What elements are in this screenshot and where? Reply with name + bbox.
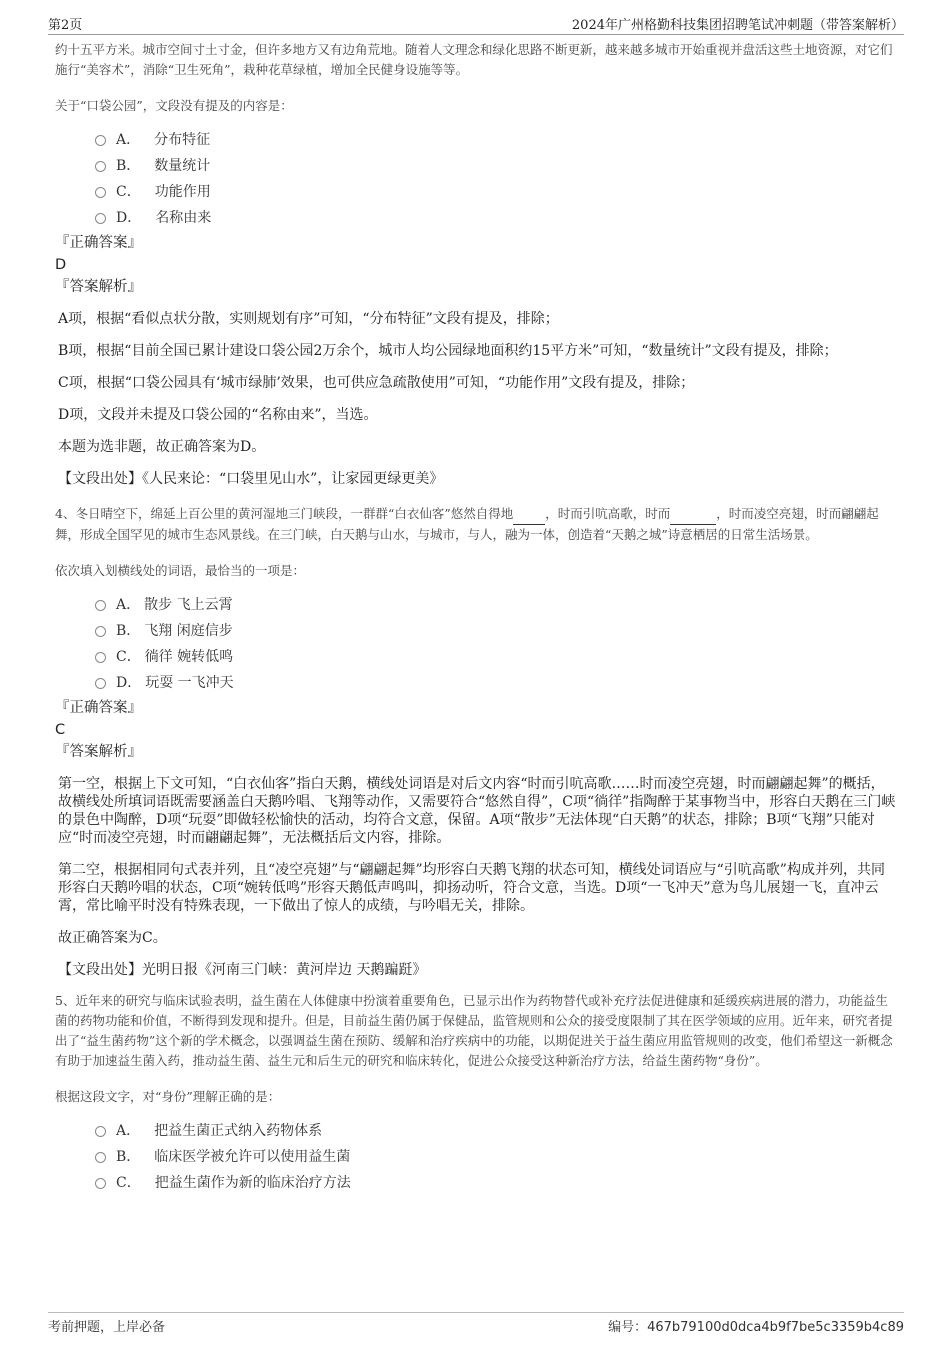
q4-option-d[interactable] [95,669,897,695]
option-text: 飞翔 闲庭信步 [144,623,233,639]
q4-conclusion: 故正确答案为C。 [58,930,167,946]
q3-analysis-label: 『答案解析』 [55,279,142,295]
option-text: 散步 飞上云霄 [144,597,233,613]
page-header [48,12,904,35]
option-label: C． [116,1175,141,1191]
q4-explanation-blank2: 第二空，根据相同句式表并列，且“凌空亮翅”与“翩翩起舞”均形容白天鹅飞翔的状态可知，横线处词语应与“引吭高歌”构成并列，共同形容白天鹅吟唱的状态，C项“婉转低鸣”形容天鹅低声鸣叫，抑扬动听，符合文意，当选。D项“一飞冲天”意为鸟儿展翅一飞，直冲云霄，常比喻平时没有特殊表现，一下做出了惊人的成绩，与吟唱无关，排除。 [58,862,885,914]
content [55,40,897,1195]
q3-answer: D [55,257,67,273]
q4-source: 【文段出处】光明日报《河南三门峡：黄河岸边 天鹅蹁跹》 [58,962,427,978]
blank-line [513,504,545,525]
q3-option-c[interactable] [95,178,897,204]
option-text: 分布特征 [154,132,211,148]
radio-icon[interactable] [95,1152,106,1163]
q4-passage-part: 4、冬日晴空下，绵延上百公里的黄河湿地三门峡段，一群群“白衣仙客”悠然自得地 [55,506,514,521]
blank-line [670,504,716,525]
q5-passage: 5、近年来的研究与临床试验表明，益生菌在人体健康中扮演着重要角色，已显示出作为药物替代或补充疗法促进健康和延缓疾病进展的潜力，功能益生菌的药物功能和价值，不断得到发现和提升。但是，目前益生菌仍属于保健品，监管规则和公众的接受度限制了其在医学领域的应用。近年来，研究者提出了“益生菌药物”这个新的学术概念，以强调益生菌在预防、缓解和治疗疾病中的功能，以期促进关于益生菌应用监管规则的改变，他们希望这一新概念有助于加速益生菌入药，推动益生菌、益生元和后生元的研究和临床转化，促进公众接受这种新治疗方法，给益生菌药物“身份”。 [55,993,893,1068]
option-text: 玩耍 一飞冲天 [145,675,234,691]
option-text: 徜徉 婉转低鸣 [144,649,234,665]
q4-analysis-label: 『答案解析』 [55,744,142,760]
document-id [608,1316,904,1335]
radio-icon[interactable] [95,187,106,198]
q5-option-c[interactable] [95,1169,897,1195]
radio-icon[interactable] [95,600,106,611]
option-label: D． [116,675,142,691]
q3-option-a[interactable] [95,126,897,152]
q3-explanation-d: D项，文段并未提及口袋公园的“名称由来”，当选。 [58,407,378,423]
radio-icon[interactable] [95,652,106,663]
q4-option-c[interactable] [95,643,897,669]
q4-explanation-blank1: 第一空，根据上下文可知，“白衣仙客”指白天鹅，横线处词语是对后文内容“时而引吭高歌……时而凌空亮翅，时而翩翩起舞”的概括，故横线处所填词语既需要涵盖白天鹅吟唱、飞翔等动作，又需要符合“悠然自得”，C项“徜徉”指陶醉于某事物当中，形容白天鹅在三门峡的景色中陶醉，D项“玩耍”即做轻松愉快的活动，均符合文意，保留。A项“散步”无法体现“白天鹅”的状态，排除；B项“飞翔”只能对应“时而凌空亮翅，时而翩翩起舞”，无法概括后文内容，排除。 [58,776,896,846]
q4-answer-label: 『正确答案』 [55,700,142,716]
option-label: B． [116,1149,141,1165]
q3-explanation-a: A项，根据“看似点状分散，实则规划有序”可知，“分布特征”文段有提及，排除； [58,311,559,327]
option-text: 功能作用 [154,184,211,200]
q4-option-b[interactable] [95,617,897,643]
q3-source: 【文段出处】《人民来论：“口袋里见山水”，让家园更绿更美》 [58,471,444,487]
option-label: D． [116,210,142,226]
q4-passage [55,504,897,545]
option-label: A． [116,597,141,613]
radio-icon[interactable] [95,626,106,637]
document-title: 2024年广州格勤科技集团招聘笔试冲刺题（带答案解析） [571,18,904,33]
document-id-label: 编号： [608,1320,648,1335]
radio-icon[interactable] [95,678,106,689]
q4-passage-part: ，时而引吭高歌，时而 [545,506,671,521]
q4-option-a[interactable] [95,591,897,617]
q3-explanation-c: C项，根据“口袋公园具有‘城市绿肺’效果，也可供应急疏散使用”可知，“功能作用”文段有提及，排除； [58,375,695,391]
option-label: B． [116,623,141,639]
radio-icon[interactable] [95,213,106,224]
option-text: 把益生菌作为新的临床治疗方法 [154,1175,351,1191]
option-label: C． [116,184,141,200]
q5-option-b[interactable] [95,1143,897,1169]
q5-option-a[interactable] [95,1117,897,1143]
q5-options [95,1117,897,1195]
option-text: 临床医学被允许可以使用益生菌 [154,1149,351,1165]
q3-explanation-b: B项，根据“目前全国已累计建设口袋公园2万余个，城市人均公园绿地面积约15平方米”可知，“数量统计”文段有提及，排除； [58,343,838,359]
q4-options [95,591,897,695]
option-label: A． [116,1123,141,1139]
option-text: 名称由来 [155,210,212,226]
q3-option-d[interactable] [95,204,897,230]
q3-options [95,126,897,230]
radio-icon[interactable] [95,135,106,146]
q4-passage-part: ，时而凌空亮翅，时而翩翩起舞，形成全国罕见的城市生态风景线。在三门峡，白天鹅与山水，与城市，与人，融为一体，创造着“天鹅之城”诗意栖居的日常生活场景。 [55,506,879,542]
footer-slogan: 考前押题，上岸必备 [48,1320,166,1335]
document-id-value: 467b79100d0dca4b9f7be5c3359b4c89 [647,1320,904,1335]
q3-conclusion: 本题为选非题，故正确答案为D。 [58,439,266,455]
radio-icon[interactable] [95,1126,106,1137]
option-label: B． [116,158,141,174]
radio-icon[interactable] [95,1178,106,1189]
option-label: C． [116,649,141,665]
option-text: 数量统计 [154,158,211,174]
option-text: 把益生菌正式纳入药物体系 [154,1123,323,1139]
page-number: 第2页 [48,18,83,33]
radio-icon[interactable] [95,161,106,172]
q3-question: 关于“口袋公园”，文段没有提及的内容是： [55,98,293,113]
q5-question: 根据这段文字，对“身份”理解正确的是： [55,1089,281,1104]
q4-answer: C [55,722,66,738]
q3-passage: 约十五平方米。城市空间寸土寸金，但许多地方又有边角荒地。随着人文理念和绿化思路不断更新，越来越多城市开始重视并盘活这些土地资源，对它们施行“美容术”，消除“卫生死角”，栽种花草绿植，增加全民健身设施等等。 [55,42,893,77]
q3-option-b[interactable] [95,152,897,178]
page-footer [48,1312,904,1335]
option-label: A． [116,132,141,148]
q4-question: 依次填入划横线处的词语，最恰当的一项是： [55,563,306,578]
q3-answer-label: 『正确答案』 [55,235,142,251]
